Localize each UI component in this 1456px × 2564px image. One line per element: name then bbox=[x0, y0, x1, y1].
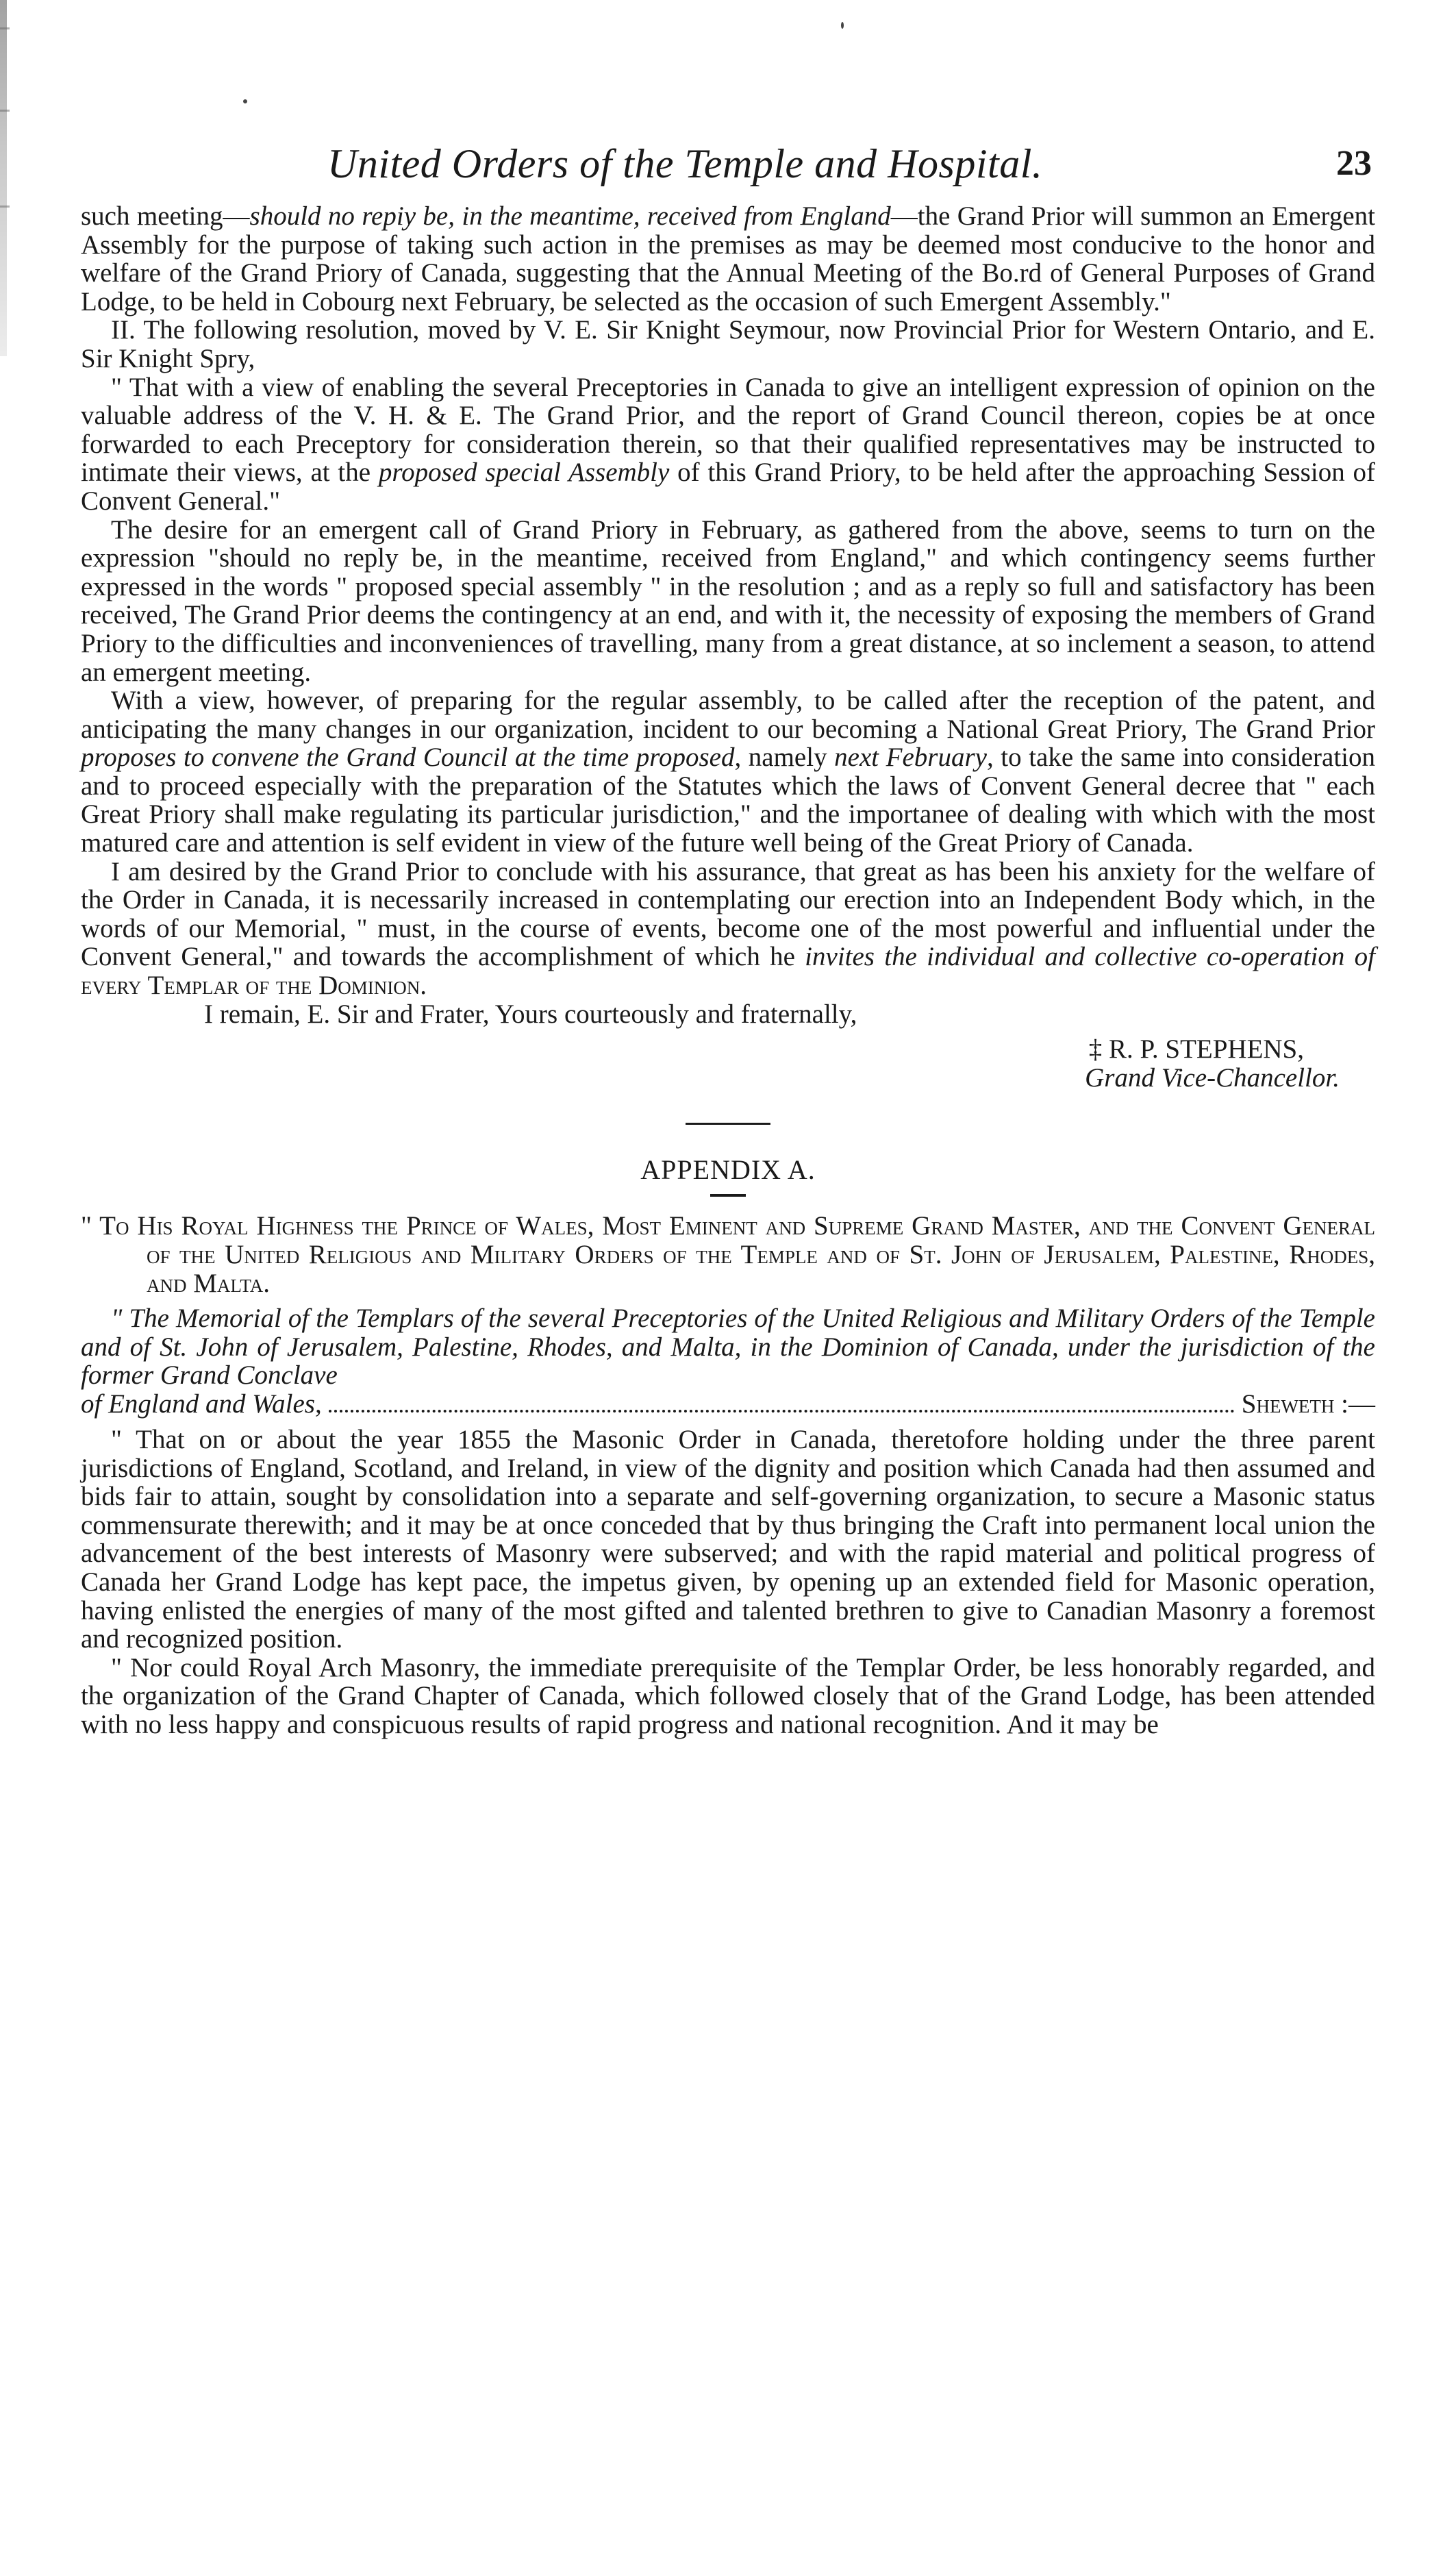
page-number: 23 bbox=[1336, 144, 1372, 183]
spine-mark bbox=[0, 27, 10, 29]
paragraph-conclusion: I am desired by the Grand Prior to conclude with his assurance, that great as has been his anxiety for the welfare of the Order in Canada, it is necessarily increased in contemplating our erection into an Independent Body which, in the words of our Memorial, " must, in the course of events, become one of the most powerful and influential under the Convent General," and towards the accomplishment of which he invites the individual and collective co-operation of every Templar of the Dominion. bbox=[81, 856, 1375, 1001]
page-spine-shadow bbox=[0, 0, 7, 356]
memorial-title-last-line: of England and Wales, Sheweth :— bbox=[81, 1389, 1375, 1419]
closing-line: I remain, E. Sir and Frater, Yours courteously and fraternally, bbox=[204, 999, 857, 1029]
running-head bbox=[81, 140, 1375, 202]
heading-underline bbox=[710, 1194, 746, 1197]
paragraph-resolution-intro: II. The following resolution, moved by V. E. Sir Knight Seymour, now Provincial Prior for Western Ontario, and E. Sir Knight Spry, bbox=[81, 315, 1375, 373]
appendix-address: " To His Royal Highness the Prince of Wales, Most Eminent and Supreme Grand Master, and the Convent General of the United Religious and Military Orders of the Temple and of St. John of Jerusalem, Palestine, Rhodes, and Malta. bbox=[81, 1211, 1376, 1298]
running-title: United Orders of the Temple and Hospital. bbox=[327, 141, 1043, 186]
spine-mark bbox=[0, 110, 10, 112]
signature-title: Grand Vice-Chancellor. bbox=[1085, 1062, 1340, 1093]
section-divider bbox=[686, 1123, 770, 1125]
ink-speck bbox=[841, 22, 844, 29]
paragraph-regular-assembly: With a view, however, of preparing for the regular assembly, to be called after the reception of the patent, and anticipating the many changes in our organization, incident to our becoming a National Great Priory, The Grand Prior proposes to convene the Grand Council at the time proposed, namely next February, to take the same into consideration and to proceed especially with the preparation of the Statutes which the laws of Convent General decree that " each Great Priory shall make regulating its particular jurisdiction," and the importanee of dealing with which with the most matured care and attention is self evident in view of the future well being of the Great Priory of Canada. bbox=[81, 686, 1375, 858]
memorial-paragraph-1: " That on or about the year 1855 the Masonic Order in Canada, theretofore holding under the three parent jurisdictions of England, Scotland, and Ireland, in view of the dignity and position which Canada had then assumed and bids fair to attain, sought by consolidation into a separate and self-governing organization, to secure a Masonic status commensurate therewith; and it may be at once conceded that by thus bringing the Craft into permanent local union the advancement of the best interests of Masonry were subserved; and with the rapid material and political progress of Canada her Grand Lodge has kept pace, the impetus given, by opening up an extended field for Masonic operation, having enlisted the energies of many of the most gifted and talented brethren to give to Canadian Masonry a foremost and recognized position. bbox=[81, 1424, 1375, 1654]
ink-speck bbox=[243, 99, 247, 103]
appendix-heading: APPENDIX A. bbox=[640, 1154, 816, 1186]
memorial-paragraph-2: " Nor could Royal Arch Masonry, the immediate prerequisite of the Templar Order, be less honorably regarded, and the organization of the Grand Chapter of Canada, which followed closely that of the Grand Lodge, has been attended with no less happy and conspicuous results of rapid progress and national recognition. And it may be bbox=[81, 1652, 1375, 1739]
paragraph-continuation: such meeting—should no repiy be, in the meantime, received from England—the Grand Prior will summon an Emergent Assembly for the purpose of taking such action in the premises as may be deemed most conducive to the honor and welfare of the Grand Priory of Canada, suggesting that the Annual Meeting of the Bo.rd of General Purposes of Grand Lodge, to be held in Cobourg next February, be selected as the occasion of such Emergent Assembly." bbox=[81, 201, 1375, 316]
spine-mark bbox=[0, 206, 10, 208]
sheweth-label: Sheweth :— bbox=[1241, 1389, 1375, 1419]
paragraph-resolution-text: " That with a view of enabling the several Preceptories in Canada to give an intelligent expression of opinion on the valuable address of the V. H. & E. The Grand Prior, and the report of Grand Council thereon, copies be at once forwarded to each Preceptory for consideration therein, so that their qualified representatives may be instructed to intimate their views, at the proposed special Assembly of this Grand Priory, to be held after the approaching Session of Convent General." bbox=[81, 372, 1375, 516]
paragraph-emergent-call: The desire for an emergent call of Grand Priory in February, as gathered from the above, seems to turn on the expression "should no reply be, in the meantime, received from England," and which contingency seems further expressed in the words " proposed special assembly " in the resolution ; and as a reply so full and satisfactory has been received, The Grand Prior deems the contingency at an end, and with it, the necessity of exposing the members of Grand Priory to the difficulties and inconveniences of travelling, many from a great distance, at so inclement a season, to attend an emergent meeting. bbox=[81, 514, 1375, 687]
document-page bbox=[81, 140, 1375, 1739]
leader-dots bbox=[329, 1410, 1235, 1412]
memorial-title: " The Memorial of the Templars of the several Preceptories of the United Religious and Military Orders of the Temple and of St. John of Jerusalem, Palestine, Rhodes, and Malta, in the Dominion of Canada, under the jurisdiction of the former Grand Conclave bbox=[81, 1304, 1375, 1391]
signature-name: ‡ R. P. STEPHENS, bbox=[1088, 1034, 1304, 1065]
